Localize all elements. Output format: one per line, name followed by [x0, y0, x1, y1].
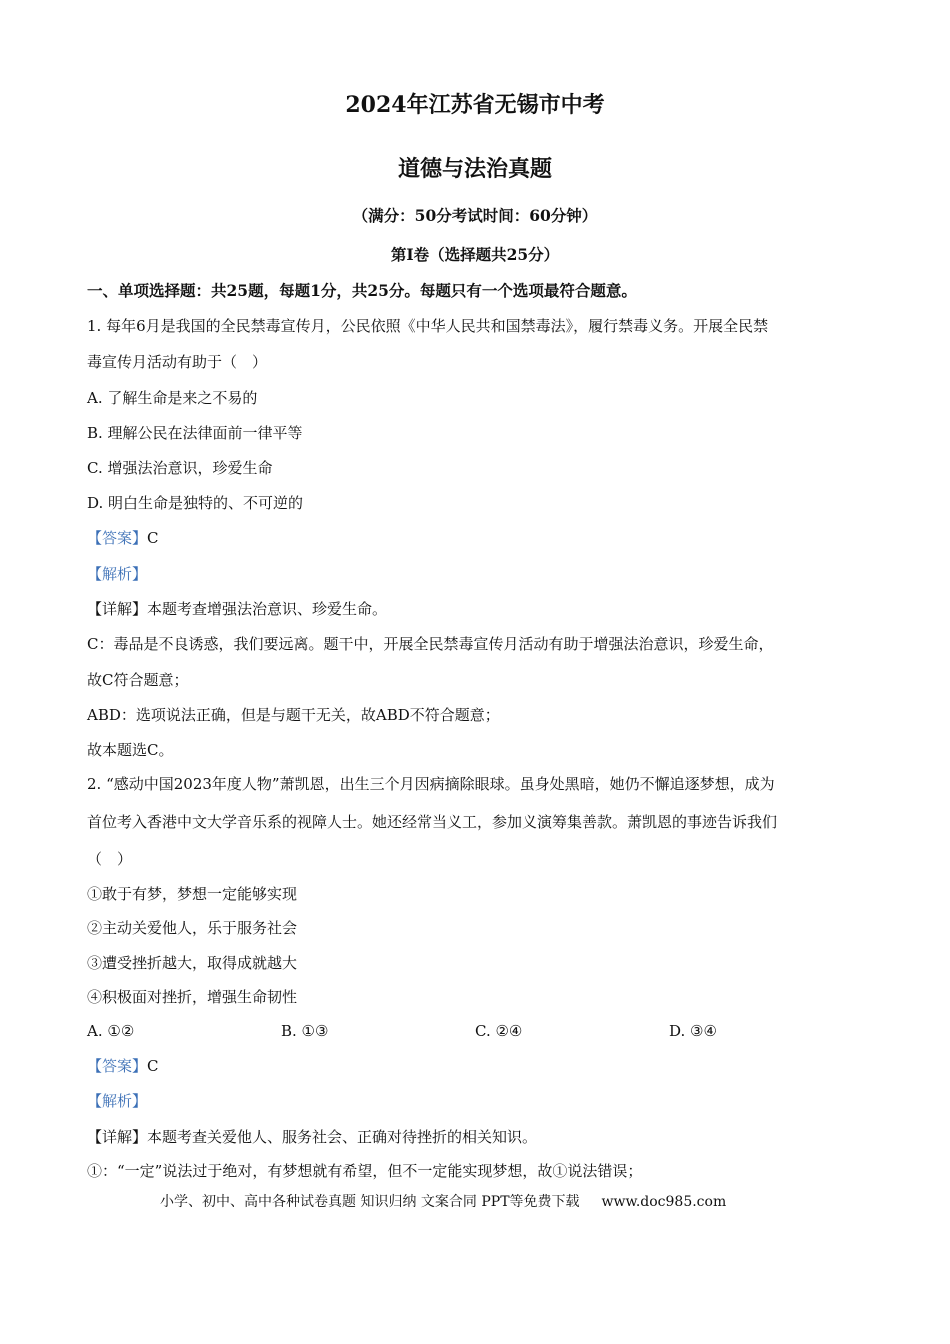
q1-option-a: A. 了解生命是来之不易的	[87, 389, 258, 407]
page-subtitle: 道德与法治真题	[397, 156, 552, 182]
q2-choice-b: B. ①③	[281, 1022, 329, 1040]
detail-label: 【详解】	[87, 1128, 148, 1146]
q1-stem-line-1: 1. 每年6月是我国的全民禁毒宣传月，公民依照《中华人民共和国禁毒法》，履行禁毒义务。开展全民禁	[87, 317, 769, 335]
q1-option-d: D. 明白生命是独特的、不可逆的	[87, 494, 304, 512]
q2-item-4: ④积极面对挫折，增强生命韧性	[87, 988, 298, 1006]
detail-text: 本题考查关爱他人、服务社会、正确对待挫折的相关知识。	[147, 1128, 538, 1146]
q1-analysis-label: 【解析】	[87, 565, 148, 583]
detail-text: 本题考查增强法治意识、珍爱生命。	[147, 600, 388, 618]
q1-answer	[87, 528, 159, 548]
q1-detail	[87, 599, 387, 619]
q2-detail	[87, 1127, 537, 1147]
volume-heading: 第Ⅰ卷（选择题共25分）	[390, 245, 560, 264]
q2-choice-a: A. ①②	[87, 1022, 135, 1040]
q2-explanation-1: ①：“一定”说法过于绝对，有梦想就有希望，但不一定能实现梦想，故①说法错误；	[87, 1162, 643, 1180]
exam-info: （满分：50分考试时间：60分钟）	[352, 206, 598, 225]
footer-link[interactable]: www.doc985.com	[601, 1194, 727, 1210]
q1-explanation-4: 故本题选C。	[87, 741, 174, 759]
q1-option-c: C. 增强法治意识，珍爱生命	[87, 459, 273, 477]
q1-explanation-3: ABD：选项说法正确，但是与题干无关，故ABD不符合题意；	[87, 706, 500, 724]
answer-label: 【答案】	[87, 1057, 148, 1075]
answer-value: C	[147, 1057, 159, 1075]
page-title: 2024年江苏省无锡市中考	[345, 92, 605, 118]
q2-item-2: ②主动关爱他人，乐于服务社会	[87, 919, 298, 937]
q1-explanation-1: C：毒品是不良诱惑，我们要远离。题干中，开展全民禁毒宣传月活动有助于增强法治意识，珍爱生命，	[87, 635, 774, 653]
section-heading: 一、单项选择题：共25题，每题1分，共25分。每题只有一个选项最符合题意。	[87, 281, 637, 300]
q2-analysis-label: 【解析】	[87, 1092, 148, 1110]
answer-value: C	[147, 529, 159, 547]
q2-choices	[87, 1021, 847, 1041]
q1-stem-line-2: 毒宣传月活动有助于（ ）	[87, 353, 268, 371]
q2-choice-c: C. ②④	[475, 1022, 523, 1040]
footer-text: 小学、初中、高中各种试卷真题 知识归纳 文案合同 PPT等免费下载	[160, 1194, 580, 1210]
q2-item-1: ①敢于有梦，梦想一定能够实现	[87, 885, 298, 903]
q2-stem-line-1: 2. “感动中国2023年度人物”萧凯恩，出生三个月因病摘除眼球。虽身处黑暗，她仍不懈追逐梦想，成为	[87, 775, 775, 793]
q2-item-3: ③遭受挫折越大，取得成就越大	[87, 954, 298, 972]
q1-option-b: B. 理解公民在法律面前一律平等	[87, 424, 303, 442]
q1-explanation-2: 故C符合题意；	[87, 671, 189, 689]
page-footer	[160, 1191, 726, 1211]
detail-label: 【详解】	[87, 600, 148, 618]
q2-stem-line-3: （ ）	[87, 850, 133, 868]
q2-stem-line-2: 首位考入香港中文大学音乐系的视障人士。她还经常当义工，参加义演筹集善款。萧凯恩的事迹告诉我们	[87, 813, 778, 831]
q2-answer	[87, 1056, 159, 1076]
q2-choice-d: D. ③④	[669, 1022, 717, 1040]
answer-label: 【答案】	[87, 529, 148, 547]
